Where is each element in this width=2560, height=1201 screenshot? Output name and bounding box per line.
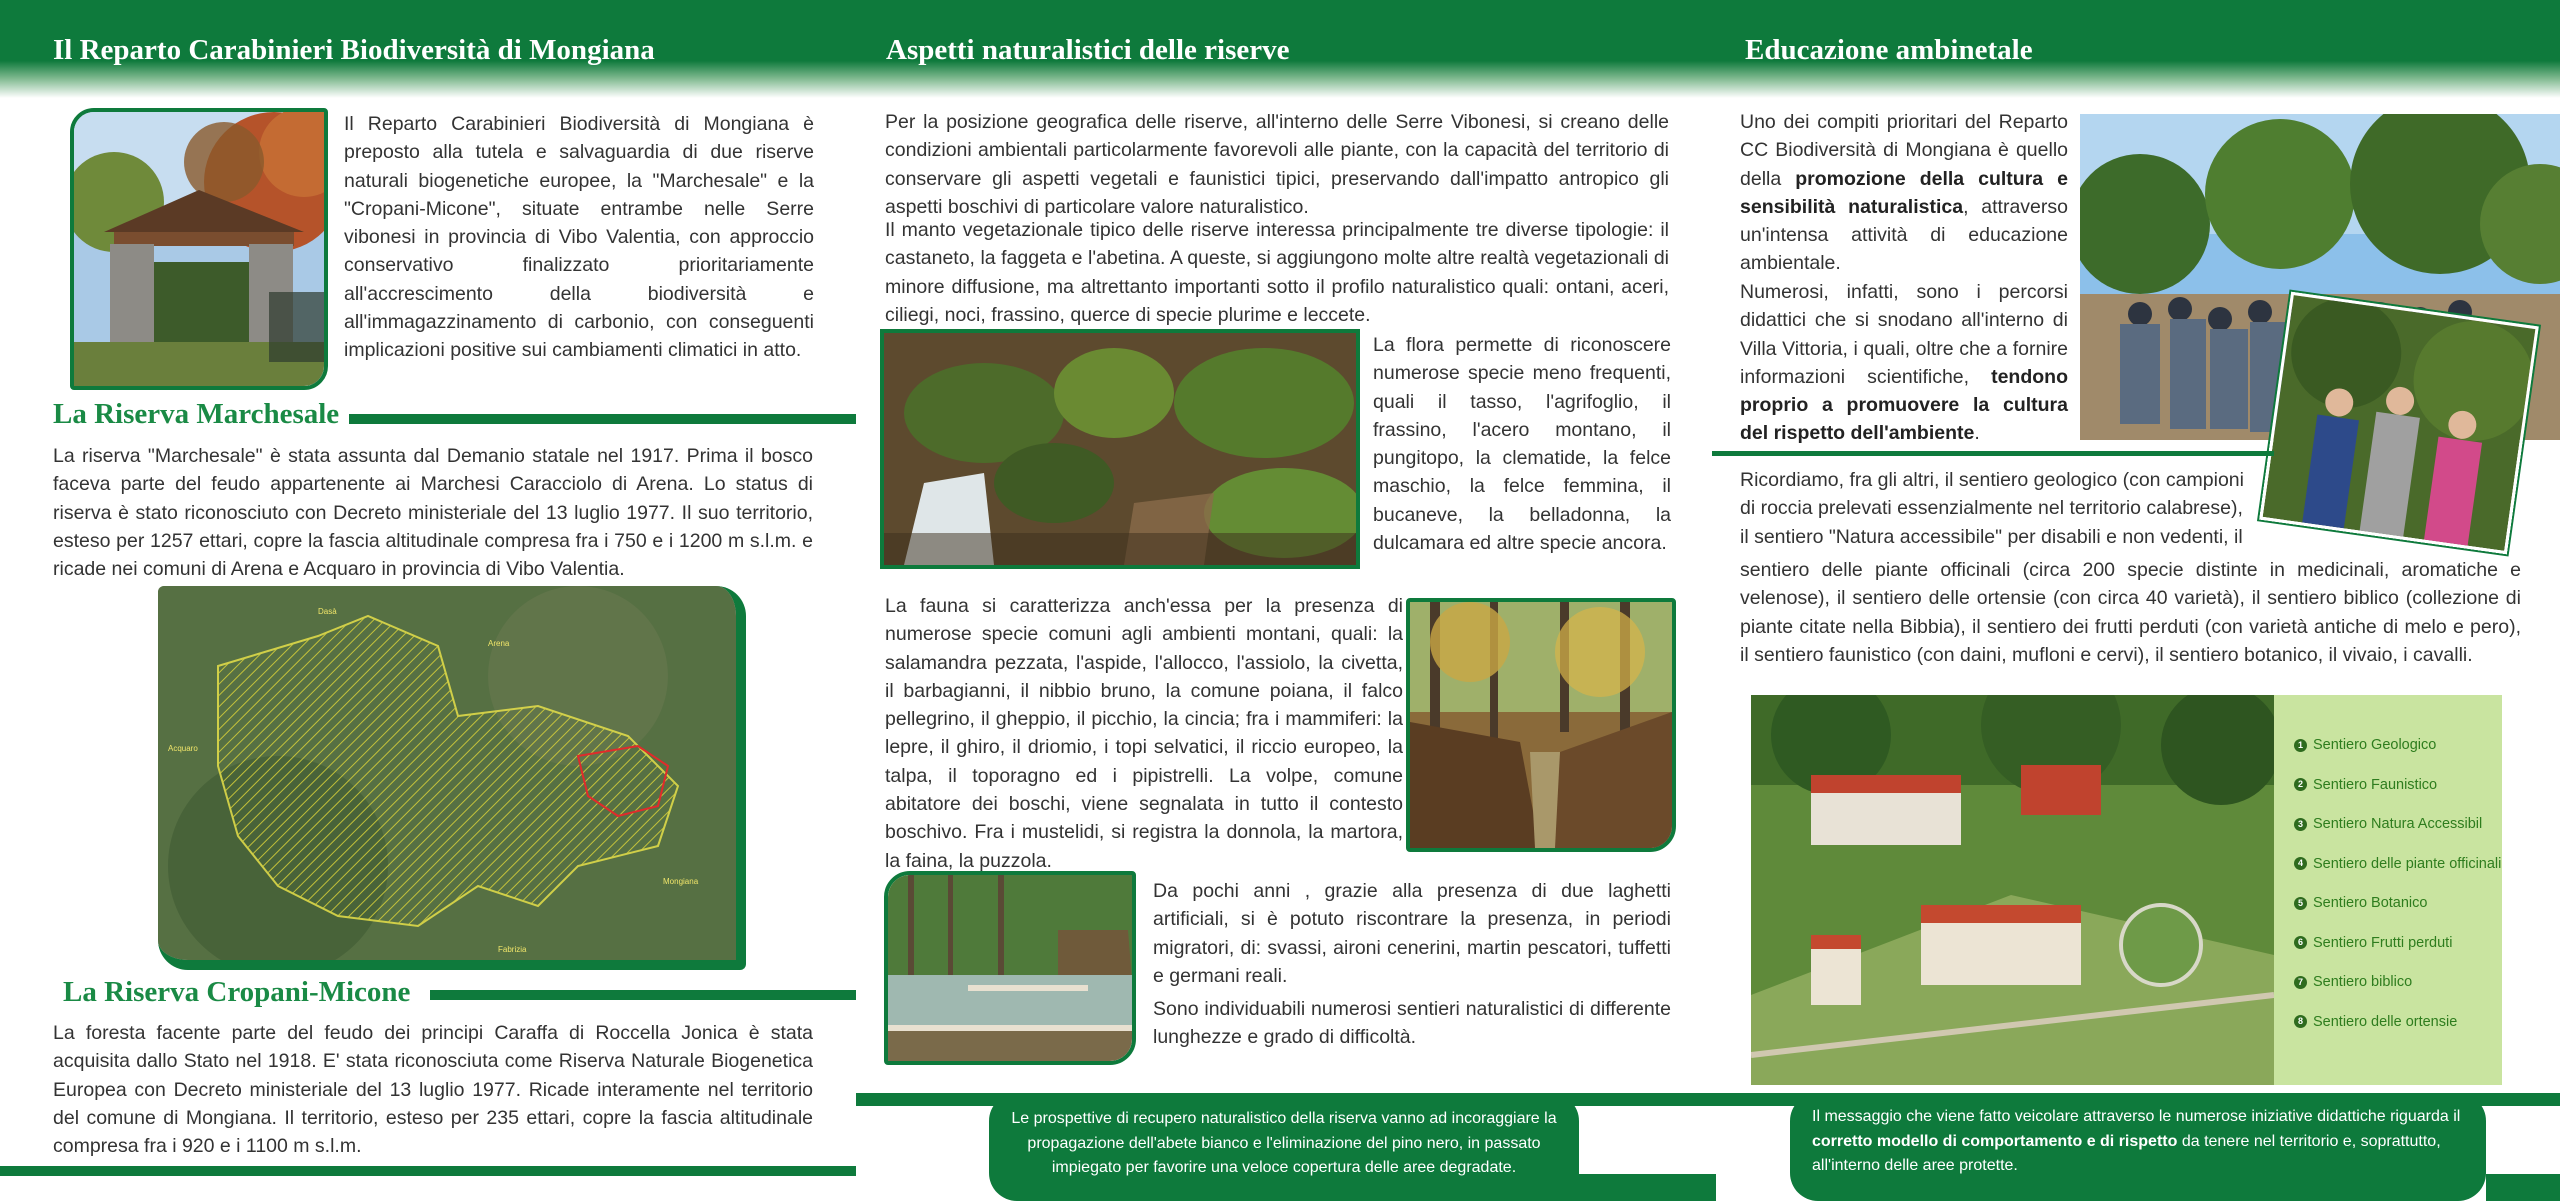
educazione-p1-a: Uno dei compiti prioritari del Reparto CC Biodiversità di Mongiana è quello della xyxy=(1740,111,2068,190)
stream-photo xyxy=(880,329,1360,569)
legend-item: 4 Sentiero delle piante officinali xyxy=(2294,856,2502,872)
educazione-p3-lines xyxy=(1740,466,2280,551)
panel-title-reparto: Il Reparto Carabinieri Biodiversità di Mongiana xyxy=(53,34,655,66)
legend-item: 8 Sentiero delle ortensie xyxy=(2294,1014,2502,1030)
educazione-p2-a: Numerosi, infatti, sono i percorsi didattici che si snodano all'interno di Villa Vittoria, i quali, oltre che a fornire informazioni scientifiche, xyxy=(1740,281,2068,388)
col3-footer-a: Il messaggio che viene fatto veicolare attraverso le numerose iniziative didattiche riguarda il xyxy=(1812,1108,2461,1125)
educazione-p2-c: . xyxy=(1974,422,1980,445)
educazione-p3-rest: sentiero delle piante officinali (circa 200 specie distinte in medicinali, aromatiche e velenose), il sentiero delle ortensie (con circa 40 varietà), il sentiero biblico (collezione di piante citate nella Bibbia), il sentiero dei frutti perduti (con varietà antiche di melo e pero), il sentiero faunistico (con daini, mufloni e cervi), il sentiero botanico, il vivaio, i cavalli. xyxy=(1740,559,2521,666)
flora-text: La flora permette di riconoscere numerose specie meno frequenti, quali il tasso, l'agrifoglio, il frassino, l'acero montano, il pungitopo, la clematide, la felce maschio, la felce femmina, il bucaneve, la belladonna, la dulcamara ed altre specie ancora. xyxy=(1373,334,1671,555)
panel-title-educazione: Educazione ambinetale xyxy=(1745,34,2033,66)
col3-rule xyxy=(1712,451,2274,456)
educazione-p3-line3: il sentiero "Natura accessibile" per disabili e non vedenti, il xyxy=(1740,525,2243,548)
legend-item: 2 Sentiero Faunistico xyxy=(2294,777,2502,793)
col2-footer-text: Le prospettive di recupero naturalistico della riserva vanno ad incoraggiare la propagazione dell'abete bianco e l'eliminazione del pino nero, in passato impiegato per favorire una veloce copertura delle aree degradate. xyxy=(1011,1110,1557,1176)
legend-item: 6 Sentiero Frutti perduti xyxy=(2294,935,2502,951)
educazione-p3-line1: Ricordiamo, fra gli altri, il sentiero geologico (con campioni xyxy=(1740,469,2244,491)
aspetti-p1: Per la posizione geografica delle riserve, all'interno delle Serre Vibonesi, si creano delle condizioni ambientali particolarmente favorevoli alle piante, con la capacità del territorio di conservare gli aspetti vegetali e faunistici tipici, preservando dall'impatto antropico gli aspetti boschivi di particolare valore naturalistico. xyxy=(885,111,1669,218)
educazione-p1 xyxy=(1740,108,2068,278)
col2-bottom-bar xyxy=(1579,1174,1716,1201)
ravine-photo xyxy=(1406,598,1676,852)
col3-footer-c: da tenere nel territorio e, soprattutto, all'interno delle aree protette. xyxy=(1812,1132,2441,1174)
legend-item: 5 Sentiero Botanico xyxy=(2294,895,2502,911)
fauna-text: La fauna si caratterizza anch'essa per la presenza di numerose specie comuni agli ambienti montani, quali: la salamandra pezzata, l'aspide, l'allocco, l'assiolo, la civetta, il barbagianni, il nibbio bruno, la comune poiana, il falco pellegrino, il gheppio, il picchio, la cincia; fra i mammiferi: la lepre, il ghiro, il driomio, i topi selvatici, il riccio europeo, la talpa, il toporagno ed i pipistrelli. La volpe, comune abitatore dei boschi, viene segnalata in tutto il contesto boschivo. Fra i mustelidi, si registra la donnola, la martora, la faina, la puzzola. xyxy=(885,595,1403,872)
col3-footer-bold: corretto modello di comportamento e di rispetto xyxy=(1812,1132,2178,1150)
map-label-acquaro: Acquaro xyxy=(168,744,198,753)
panel-title-aspetti: Aspetti naturalistici delle riserve xyxy=(886,34,1290,66)
cropani-rule xyxy=(430,990,856,1000)
map-label-arena: Arena xyxy=(488,639,510,648)
legend-item: 7 Sentiero biblico xyxy=(2294,974,2502,990)
legend-item: 1 Sentiero Geologico xyxy=(2294,737,2502,753)
col3-footer-box xyxy=(1790,1093,2486,1201)
marchesale-text: La riserva "Marchesale" è stata assunta dal Demanio statale nel 1917. Prima il bosco faceva parte del feudo appartenente ai Marchesi Caracciolo di Arena. Lo status di riserva è stato riconosciuto con Decreto ministeriale del 13 luglio 1977. Il suo territorio, esteso per 1257 ettari, copre la fascia altitudinale compresa fra i 750 e i 1200 m s.l.m. e ricade nei comuni di Arena e Acquaro in provincia di Vibo Valentia. xyxy=(53,445,813,581)
legend-item: 3 Sentiero Natura Accessibil xyxy=(2294,816,2502,832)
educazione-p2-bold: tendono proprio a promuovere la cultura del rispetto dell'ambiente xyxy=(1740,365,2068,445)
cropani-title: La Riserva Cropani-Micone xyxy=(63,976,420,1009)
educazione-p1-c: , attraverso un'intensa attività di educazione ambientale. xyxy=(1740,195,2068,275)
educazione-p2 xyxy=(1740,278,2068,448)
aspetti-p2: Il manto vegetazionale tipico delle riserve interessa principalmente tre diverse tipologie: il castaneto, la faggeta e l'abetina. A queste, si aggiungono molte altre realtà vegetazionali di minore diffusione, ma altrettanto importanti sotto il profilo naturalistico quali: ontani, aceri, ciliegi, noci, frassino, querce di specie plurime e leccete. xyxy=(885,219,1669,326)
educazione-p1-bold: promozione della cultura e sensibilità naturalistica xyxy=(1740,167,2068,218)
lakes-p2: Sono individuabili numerosi sentieri naturalistici di differente lunghezze e grado di difficoltà. xyxy=(1153,998,1671,1049)
col2-footer-box xyxy=(989,1093,1579,1201)
gate-photo xyxy=(70,108,328,390)
lake-photo xyxy=(884,871,1136,1065)
col3-bottom-bar xyxy=(2486,1174,2560,1201)
reparto-intro: Il Reparto Carabinieri Biodiversità di Mongiana è preposto alla tutela e salvaguardia di due riserve naturali biogenetiche europee, la "Marchesale" e la "Cropani-Micone", situate entrambe nelle Serre vibonesi in provincia di Vibo Valentia, con approccio conservativo finalizzato prioritariamente all'accrescimento della biodiversità e all'immagazzinamento di carbonio, con conseguenti implicazioni positive sui cambiamenti climatici in atto. xyxy=(344,113,814,362)
cropani-text: La foresta facente parte del feudo dei principi Caraffa di Roccella Jonica è stata acquisita dallo Stato nel 1918. E' stata riconosciuta come Riserva Naturale Biogenetica Europea con Decreto ministeriale del 13 luglio 1977. Ricade interamente nel territorio del comune di Mongiana. Il territorio, esteso per 235 ettari, copre la fascia altitudinale compresa fra i 920 e i 1100 m s.l.m. xyxy=(53,1022,813,1158)
map-label-mongiana: Mongiana xyxy=(663,877,699,886)
children-photo xyxy=(2259,292,2539,555)
marchesale-rule xyxy=(340,414,856,424)
lakes-p1: Da pochi anni , grazie alla presenza di due laghetti artificiali, si è potuto riscontrare la presenza, in periodi migratori, di: svassi, aironi cenerini, martin pescatori, tuffetti e germani reali. xyxy=(1153,880,1671,987)
sentieri-legend xyxy=(2274,695,2502,1085)
map-label-fabrizia: Fabrizia xyxy=(498,945,527,954)
col1-bottom-bar xyxy=(0,1166,856,1176)
educazione-p3-line2: di roccia prelevati essenzialmente nel territorio calabrese), xyxy=(1740,497,2243,520)
marchesale-title: La Riserva Marchesale xyxy=(53,398,349,431)
villa-aerial-photo xyxy=(1751,695,2274,1085)
map-label-dasa: Dasà xyxy=(318,607,337,616)
map-image xyxy=(158,586,746,970)
